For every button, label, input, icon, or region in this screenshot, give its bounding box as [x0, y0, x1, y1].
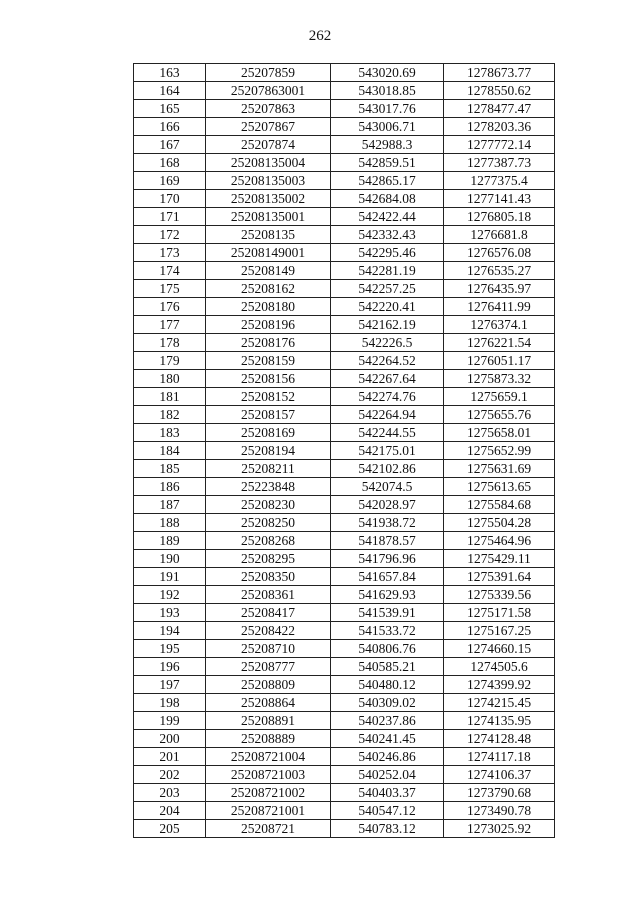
y-coordinate-cell: 1276411.99 — [444, 298, 555, 316]
y-coordinate-cell: 1274215.45 — [444, 694, 555, 712]
y-coordinate-cell: 1277387.73 — [444, 154, 555, 172]
y-coordinate-cell: 1275167.25 — [444, 622, 555, 640]
row-number-cell: 163 — [134, 64, 206, 82]
point-id-cell: 25208268 — [206, 532, 331, 550]
x-coordinate-cell: 542264.94 — [331, 406, 444, 424]
table-row — [134, 262, 555, 280]
y-coordinate-cell: 1275658.01 — [444, 424, 555, 442]
y-coordinate-cell: 1275391.64 — [444, 568, 555, 586]
table-row — [134, 496, 555, 514]
y-coordinate-cell: 1274106.37 — [444, 766, 555, 784]
x-coordinate-cell: 542295.46 — [331, 244, 444, 262]
y-coordinate-cell: 1273490.78 — [444, 802, 555, 820]
point-id-cell: 25208169 — [206, 424, 331, 442]
point-id-cell: 25208180 — [206, 298, 331, 316]
point-id-cell: 25208149001 — [206, 244, 331, 262]
x-coordinate-cell: 543020.69 — [331, 64, 444, 82]
x-coordinate-cell: 541938.72 — [331, 514, 444, 532]
x-coordinate-cell: 542028.97 — [331, 496, 444, 514]
y-coordinate-cell: 1275504.28 — [444, 514, 555, 532]
point-id-cell: 25208422 — [206, 622, 331, 640]
point-id-cell: 25208721 — [206, 820, 331, 838]
point-id-cell: 25208250 — [206, 514, 331, 532]
table-row — [134, 532, 555, 550]
y-coordinate-cell: 1276576.08 — [444, 244, 555, 262]
row-number-cell: 166 — [134, 118, 206, 136]
row-number-cell: 204 — [134, 802, 206, 820]
x-coordinate-cell: 542684.08 — [331, 190, 444, 208]
y-coordinate-cell: 1274128.48 — [444, 730, 555, 748]
point-id-cell: 25208194 — [206, 442, 331, 460]
row-number-cell: 202 — [134, 766, 206, 784]
table-row — [134, 784, 555, 802]
table-row — [134, 604, 555, 622]
row-number-cell: 174 — [134, 262, 206, 280]
table-row — [134, 334, 555, 352]
x-coordinate-cell: 542162.19 — [331, 316, 444, 334]
row-number-cell: 197 — [134, 676, 206, 694]
table-row — [134, 460, 555, 478]
x-coordinate-cell: 540783.12 — [331, 820, 444, 838]
table-row — [134, 622, 555, 640]
x-coordinate-cell: 541539.91 — [331, 604, 444, 622]
row-number-cell: 164 — [134, 82, 206, 100]
table-row — [134, 388, 555, 406]
y-coordinate-cell: 1275873.32 — [444, 370, 555, 388]
point-id-cell: 25208721002 — [206, 784, 331, 802]
table-row — [134, 100, 555, 118]
y-coordinate-cell: 1273790.68 — [444, 784, 555, 802]
y-coordinate-cell: 1276681.8 — [444, 226, 555, 244]
x-coordinate-cell: 540252.04 — [331, 766, 444, 784]
y-coordinate-cell: 1276805.18 — [444, 208, 555, 226]
x-coordinate-cell: 540547.12 — [331, 802, 444, 820]
table-row — [134, 298, 555, 316]
x-coordinate-cell: 542274.76 — [331, 388, 444, 406]
point-id-cell: 25208721004 — [206, 748, 331, 766]
point-id-cell: 25223848 — [206, 478, 331, 496]
table-row — [134, 586, 555, 604]
point-id-cell: 25208159 — [206, 352, 331, 370]
table-row — [134, 208, 555, 226]
x-coordinate-cell: 542257.25 — [331, 280, 444, 298]
row-number-cell: 195 — [134, 640, 206, 658]
row-number-cell: 192 — [134, 586, 206, 604]
x-coordinate-cell: 542244.55 — [331, 424, 444, 442]
table-row — [134, 64, 555, 82]
point-id-cell: 25207863001 — [206, 82, 331, 100]
row-number-cell: 179 — [134, 352, 206, 370]
row-number-cell: 191 — [134, 568, 206, 586]
row-number-cell: 203 — [134, 784, 206, 802]
point-id-cell: 25208295 — [206, 550, 331, 568]
row-number-cell: 165 — [134, 100, 206, 118]
table-row — [134, 226, 555, 244]
table-row — [134, 316, 555, 334]
y-coordinate-cell: 1278203.36 — [444, 118, 555, 136]
point-id-cell: 25207874 — [206, 136, 331, 154]
x-coordinate-cell: 542332.43 — [331, 226, 444, 244]
point-id-cell: 25208196 — [206, 316, 331, 334]
y-coordinate-cell: 1275171.58 — [444, 604, 555, 622]
point-id-cell: 25208176 — [206, 334, 331, 352]
row-number-cell: 183 — [134, 424, 206, 442]
y-coordinate-cell: 1273025.92 — [444, 820, 555, 838]
row-number-cell: 186 — [134, 478, 206, 496]
y-coordinate-cell: 1275429.11 — [444, 550, 555, 568]
table-row — [134, 748, 555, 766]
table-row — [134, 280, 555, 298]
table-row — [134, 730, 555, 748]
y-coordinate-cell: 1275584.68 — [444, 496, 555, 514]
row-number-cell: 200 — [134, 730, 206, 748]
table-row — [134, 514, 555, 532]
row-number-cell: 198 — [134, 694, 206, 712]
point-id-cell: 25208149 — [206, 262, 331, 280]
point-id-cell: 25208777 — [206, 658, 331, 676]
coordinates-table — [133, 63, 555, 838]
y-coordinate-cell: 1275464.96 — [444, 532, 555, 550]
row-number-cell: 170 — [134, 190, 206, 208]
table-row — [134, 640, 555, 658]
x-coordinate-cell: 542102.86 — [331, 460, 444, 478]
y-coordinate-cell: 1275613.65 — [444, 478, 555, 496]
y-coordinate-cell: 1274117.18 — [444, 748, 555, 766]
point-id-cell: 25208417 — [206, 604, 331, 622]
point-id-cell: 25208350 — [206, 568, 331, 586]
row-number-cell: 171 — [134, 208, 206, 226]
point-id-cell: 25208135004 — [206, 154, 331, 172]
x-coordinate-cell: 541878.57 — [331, 532, 444, 550]
point-id-cell: 25207863 — [206, 100, 331, 118]
x-coordinate-cell: 541533.72 — [331, 622, 444, 640]
row-number-cell: 168 — [134, 154, 206, 172]
row-number-cell: 184 — [134, 442, 206, 460]
table-row — [134, 424, 555, 442]
x-coordinate-cell: 542220.41 — [331, 298, 444, 316]
point-id-cell: 25208230 — [206, 496, 331, 514]
x-coordinate-cell: 542281.19 — [331, 262, 444, 280]
table-row — [134, 82, 555, 100]
row-number-cell: 172 — [134, 226, 206, 244]
y-coordinate-cell: 1274399.92 — [444, 676, 555, 694]
y-coordinate-cell: 1276051.17 — [444, 352, 555, 370]
point-id-cell: 25208157 — [206, 406, 331, 424]
row-number-cell: 169 — [134, 172, 206, 190]
point-id-cell: 25208361 — [206, 586, 331, 604]
x-coordinate-cell: 542267.64 — [331, 370, 444, 388]
page-number: 262 — [308, 28, 332, 44]
row-number-cell: 177 — [134, 316, 206, 334]
point-id-cell: 25208891 — [206, 712, 331, 730]
x-coordinate-cell: 542859.51 — [331, 154, 444, 172]
point-id-cell: 25208809 — [206, 676, 331, 694]
row-number-cell: 176 — [134, 298, 206, 316]
point-id-cell: 25208135002 — [206, 190, 331, 208]
table-row — [134, 136, 555, 154]
y-coordinate-cell: 1277375.4 — [444, 172, 555, 190]
y-coordinate-cell: 1274135.95 — [444, 712, 555, 730]
point-id-cell: 25207867 — [206, 118, 331, 136]
row-number-cell: 205 — [134, 820, 206, 838]
y-coordinate-cell: 1276221.54 — [444, 334, 555, 352]
row-number-cell: 181 — [134, 388, 206, 406]
x-coordinate-cell: 540246.86 — [331, 748, 444, 766]
y-coordinate-cell: 1275655.76 — [444, 406, 555, 424]
table-row — [134, 244, 555, 262]
y-coordinate-cell: 1278477.47 — [444, 100, 555, 118]
table-row — [134, 442, 555, 460]
row-number-cell: 167 — [134, 136, 206, 154]
row-number-cell: 185 — [134, 460, 206, 478]
point-id-cell: 25208162 — [206, 280, 331, 298]
x-coordinate-cell: 542988.3 — [331, 136, 444, 154]
row-number-cell: 201 — [134, 748, 206, 766]
table-row — [134, 550, 555, 568]
x-coordinate-cell: 540309.02 — [331, 694, 444, 712]
table-row — [134, 154, 555, 172]
row-number-cell: 199 — [134, 712, 206, 730]
table-row — [134, 820, 555, 838]
x-coordinate-cell: 541629.93 — [331, 586, 444, 604]
row-number-cell: 182 — [134, 406, 206, 424]
y-coordinate-cell: 1278673.77 — [444, 64, 555, 82]
table-row — [134, 676, 555, 694]
point-id-cell: 25207859 — [206, 64, 331, 82]
table-row — [134, 190, 555, 208]
x-coordinate-cell: 540806.76 — [331, 640, 444, 658]
table-row — [134, 478, 555, 496]
y-coordinate-cell: 1275631.69 — [444, 460, 555, 478]
y-coordinate-cell: 1275652.99 — [444, 442, 555, 460]
x-coordinate-cell: 543018.85 — [331, 82, 444, 100]
table-row — [134, 568, 555, 586]
row-number-cell: 178 — [134, 334, 206, 352]
point-id-cell: 25208135001 — [206, 208, 331, 226]
y-coordinate-cell: 1276435.97 — [444, 280, 555, 298]
x-coordinate-cell: 540403.37 — [331, 784, 444, 802]
point-id-cell: 25208135003 — [206, 172, 331, 190]
x-coordinate-cell: 540241.45 — [331, 730, 444, 748]
x-coordinate-cell: 542175.01 — [331, 442, 444, 460]
point-id-cell: 25208135 — [206, 226, 331, 244]
row-number-cell: 189 — [134, 532, 206, 550]
y-coordinate-cell: 1276374.1 — [444, 316, 555, 334]
row-number-cell: 196 — [134, 658, 206, 676]
table-row — [134, 694, 555, 712]
row-number-cell: 180 — [134, 370, 206, 388]
x-coordinate-cell: 542074.5 — [331, 478, 444, 496]
y-coordinate-cell: 1277772.14 — [444, 136, 555, 154]
x-coordinate-cell: 540480.12 — [331, 676, 444, 694]
x-coordinate-cell: 542422.44 — [331, 208, 444, 226]
y-coordinate-cell: 1274660.15 — [444, 640, 555, 658]
point-id-cell: 25208889 — [206, 730, 331, 748]
point-id-cell: 25208211 — [206, 460, 331, 478]
row-number-cell: 190 — [134, 550, 206, 568]
x-coordinate-cell: 542865.17 — [331, 172, 444, 190]
x-coordinate-cell: 542226.5 — [331, 334, 444, 352]
y-coordinate-cell: 1277141.43 — [444, 190, 555, 208]
row-number-cell: 194 — [134, 622, 206, 640]
point-id-cell: 25208864 — [206, 694, 331, 712]
x-coordinate-cell: 541657.84 — [331, 568, 444, 586]
y-coordinate-cell: 1276535.27 — [444, 262, 555, 280]
y-coordinate-cell: 1275339.56 — [444, 586, 555, 604]
table-row — [134, 712, 555, 730]
point-id-cell: 25208710 — [206, 640, 331, 658]
table-row — [134, 370, 555, 388]
table-row — [134, 172, 555, 190]
row-number-cell: 188 — [134, 514, 206, 532]
x-coordinate-cell: 541796.96 — [331, 550, 444, 568]
point-id-cell: 25208156 — [206, 370, 331, 388]
y-coordinate-cell: 1275659.1 — [444, 388, 555, 406]
row-number-cell: 187 — [134, 496, 206, 514]
y-coordinate-cell: 1278550.62 — [444, 82, 555, 100]
table-row — [134, 802, 555, 820]
row-number-cell: 175 — [134, 280, 206, 298]
point-id-cell: 25208721003 — [206, 766, 331, 784]
x-coordinate-cell: 540237.86 — [331, 712, 444, 730]
table-row — [134, 766, 555, 784]
point-id-cell: 25208152 — [206, 388, 331, 406]
coordinates-table-body — [134, 64, 555, 838]
table-row — [134, 406, 555, 424]
x-coordinate-cell: 543006.71 — [331, 118, 444, 136]
row-number-cell: 173 — [134, 244, 206, 262]
table-row — [134, 352, 555, 370]
table-row — [134, 118, 555, 136]
x-coordinate-cell: 542264.52 — [331, 352, 444, 370]
x-coordinate-cell: 540585.21 — [331, 658, 444, 676]
row-number-cell: 193 — [134, 604, 206, 622]
x-coordinate-cell: 543017.76 — [331, 100, 444, 118]
y-coordinate-cell: 1274505.6 — [444, 658, 555, 676]
table-row — [134, 658, 555, 676]
point-id-cell: 25208721001 — [206, 802, 331, 820]
